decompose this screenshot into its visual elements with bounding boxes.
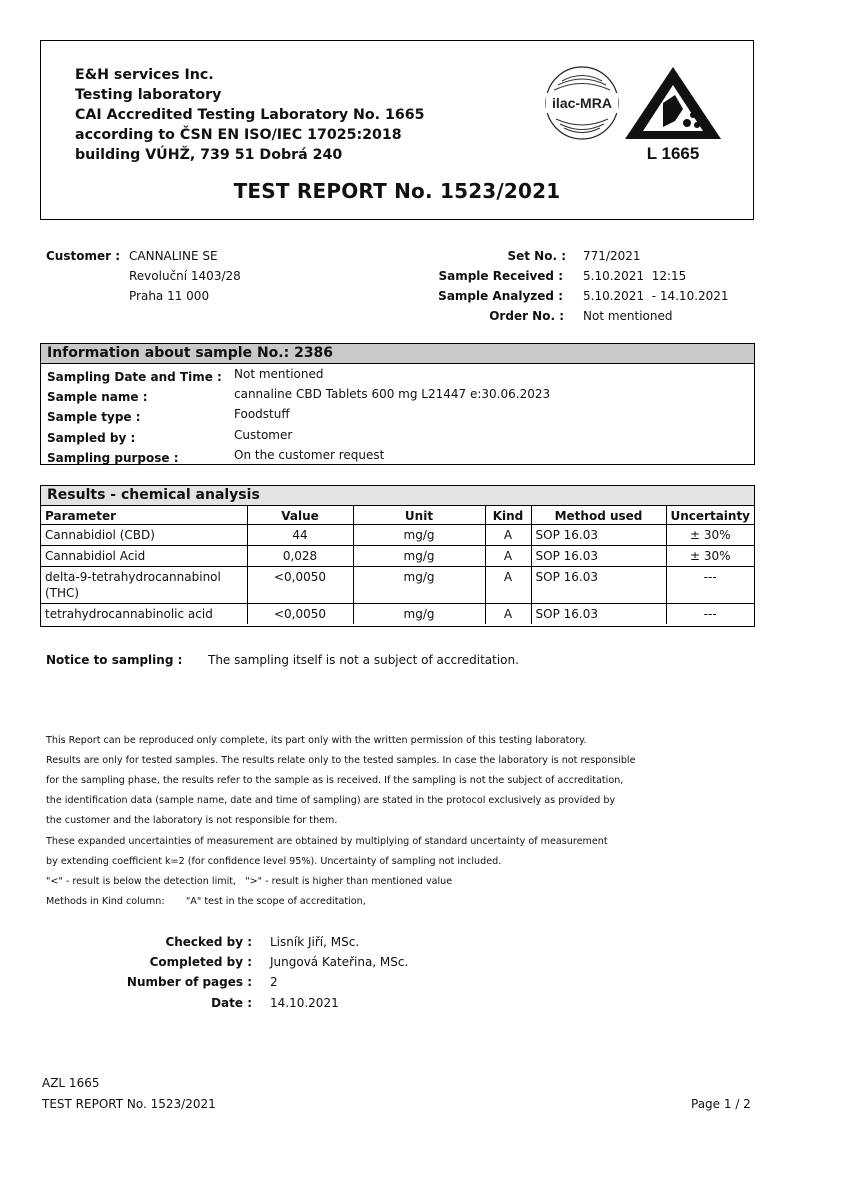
number-of-pages-label: Number of pages : [126,975,252,989]
ilac-mra-logo-icon [544,65,620,141]
sample-row-label: Sampling purpose : [47,451,179,465]
checked-by-value: Lisník Jiří, MSc. [270,935,360,949]
completed-by-label: Completed by : [149,955,252,969]
disclaimer-line: "<" - result is below the detection limit, ">" - result is higher than mentioned value [46,876,453,887]
footer-report: TEST REPORT No. 1523/2021 [42,1097,216,1111]
disclaimer-line: for the sampling phase, the results refer to the sample as is received. If the sampling is not the subject of accreditation, [46,775,624,786]
checked-by-label: Checked by : [165,935,252,949]
parameter-cell: delta-9-tetrahydrocannabinol (THC) [41,567,247,604]
customer-label: Customer : [46,249,121,263]
lab-accreditation: CAI Accredited Testing Laboratory No. 1665 [75,107,425,123]
results-header [41,486,754,506]
sample-row-label: Sampled by : [47,431,136,445]
disclaimer-line: the identification data (sample name, date and time of sampling) are stated in the protocol exclusively as provided by [46,795,616,806]
unit-cell: mg/g [353,567,485,604]
lab-name: E&H services Inc. [75,67,214,83]
results-table [41,505,754,624]
unit-cell: mg/g [353,546,485,567]
uncertainty-cell: ± 30% [666,546,754,567]
number-of-pages-value: 2 [270,975,278,989]
sample-row-value: On the customer request [234,448,385,462]
method-cell: SOP 16.03 [531,525,666,546]
report-header [40,40,754,220]
kind-cell: A [485,546,531,567]
uncertainty-cell: --- [666,604,754,625]
column-header: Kind [485,505,531,525]
lab-address: building VÚHŽ, 739 51 Dobrá 240 [75,147,343,163]
uncertainty-cell: --- [666,567,754,604]
uncertainty-cell: ± 30% [666,525,754,546]
disclaimer-line: Results are only for tested samples. The results relate only to the tested samples. In case the laboratory is not responsible [46,755,636,766]
column-header: Parameter [41,505,247,525]
sample-analyzed-label: Sample Analyzed : [438,289,563,303]
parameter-cell: Cannabidiol (CBD) [41,525,247,546]
ilac-logo-text: ilac-MRA [552,95,612,111]
notice-text: The sampling itself is not a subject of accreditation. [208,653,519,667]
table-row [41,546,754,567]
results-heading: Results - chemical analysis [47,487,260,503]
table-row [41,604,754,625]
kind-cell: A [485,525,531,546]
sample-row-value: cannaline CBD Tablets 600 mg L21447 e:30.06.2023 [234,387,551,401]
disclaimer-line: Methods in Kind column: "A" test in the scope of accreditation, [46,896,366,907]
table-row [41,525,754,546]
column-header: Uncertainty [666,505,754,525]
cai-logo-label: L 1665 [646,144,700,163]
footer-page-number: Page 1 / 2 [691,1097,751,1111]
date-label: Date : [211,996,252,1010]
lab-standard: according to ČSN EN ISO/IEC 17025:2018 [75,127,402,143]
unit-cell: mg/g [353,604,485,625]
sample-info-header [41,344,754,364]
sample-info-section [40,343,755,465]
sample-row-value: Customer [234,428,293,442]
sample-row-value: Foodstuff [234,407,290,421]
disclaimer-line: These expanded uncertainties of measurement are obtained by multiplying of standard uncertainty of measurement [46,836,608,847]
value-cell: <0,0050 [247,567,353,604]
customer-city: Praha 11 000 [129,289,210,303]
value-cell: 0,028 [247,546,353,567]
parameter-cell: Cannabidiol Acid [41,546,247,567]
disclaimer-line: This Report can be reproduced only complete, its part only with the written permission of this testing laboratory. [46,735,587,746]
sample-row-label: Sampling Date and Time : [47,370,222,384]
value-cell: 44 [247,525,353,546]
kind-cell: A [485,567,531,604]
value-cell: <0,0050 [247,604,353,625]
method-cell: SOP 16.03 [531,567,666,604]
customer-name: CANNALINE SE [129,249,218,263]
disclaimer-line: by extending coefficient k=2 (for confidence level 95%). Uncertainty of sampling not included. [46,856,502,867]
order-no-value: Not mentioned [583,309,673,323]
sample-received-value: 5.10.2021 12:15 [583,269,687,283]
table-row [41,567,754,604]
method-cell: SOP 16.03 [531,604,666,625]
date-value: 14.10.2021 [270,996,339,1010]
column-header: Method used [531,505,666,525]
sample-row-value: Not mentioned [234,367,324,381]
report-title: TEST REPORT No. 1523/2021 [233,179,561,203]
set-no-label: Set No. : [507,249,566,263]
column-header: Unit [353,505,485,525]
results-section [40,485,755,627]
sample-info-heading: Information about sample No.: 2386 [47,345,334,361]
cai-accreditation-logo-icon [623,65,723,163]
results-header-row [41,505,754,525]
set-no-value: 771/2021 [583,249,641,263]
sample-analyzed-value: 5.10.2021 - 14.10.2021 [583,289,729,303]
column-header: Value [247,505,353,525]
sample-received-label: Sample Received : [438,269,563,283]
sample-row-label: Sample type : [47,410,141,424]
parameter-cell: tetrahydrocannabinolic acid [41,604,247,625]
completed-by-value: Jungová Kateřina, MSc. [270,955,409,969]
unit-cell: mg/g [353,525,485,546]
notice-label: Notice to sampling : [46,653,183,667]
customer-street: Revoluční 1403/28 [129,269,241,283]
kind-cell: A [485,604,531,625]
order-no-label: Order No. : [489,309,564,323]
sample-row-label: Sample name : [47,390,148,404]
footer-code: AZL 1665 [42,1076,100,1090]
lab-type: Testing laboratory [75,87,222,103]
method-cell: SOP 16.03 [531,546,666,567]
disclaimer-line: the customer and the laboratory is not responsible for them. [46,815,338,826]
